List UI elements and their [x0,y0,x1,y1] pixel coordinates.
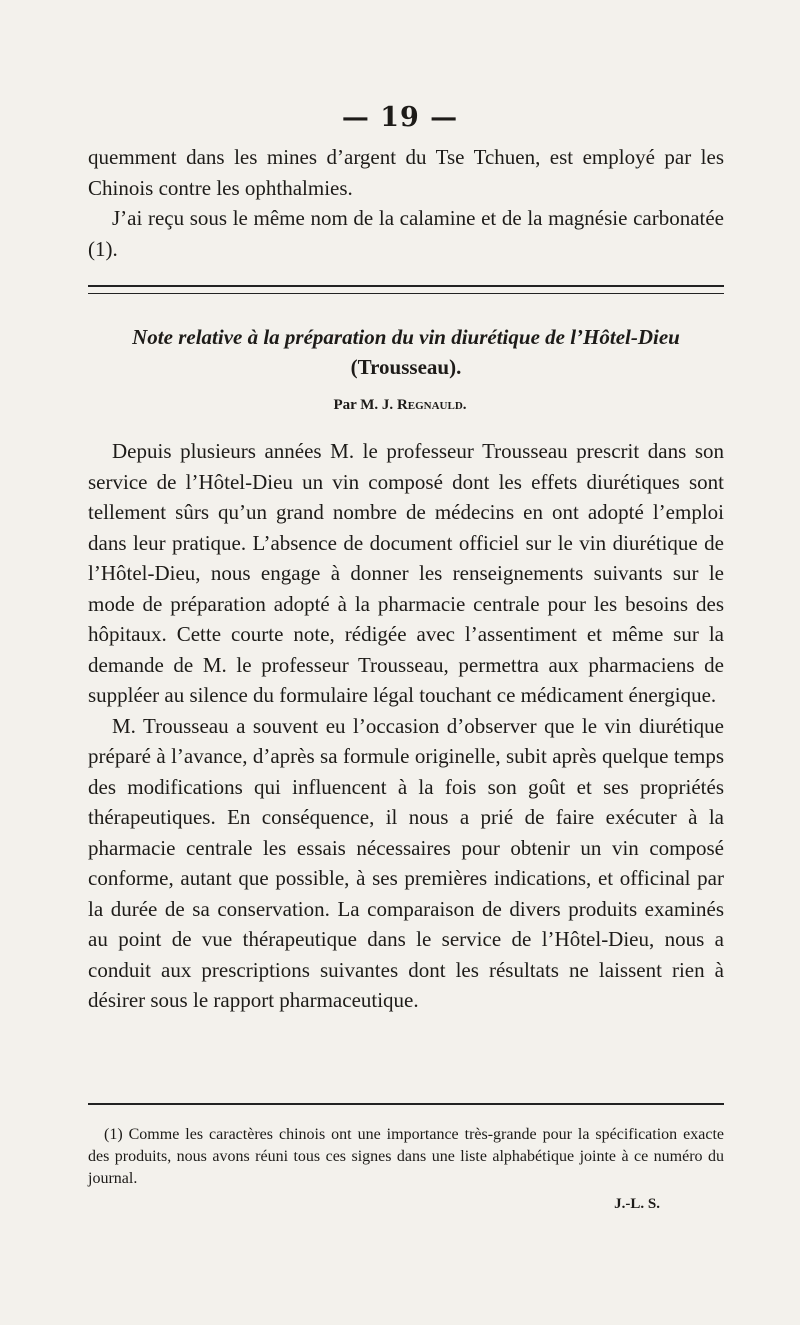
footnote-text: (1) Comme les caractères chinois ont une importance très-grande pour la spécification exacte des produits, nous avons réuni tous ces signes dans une liste alphabétique jointe à ce numéro du journal. [88,1126,724,1187]
body-paragraph-1: Depuis plusieurs années M. le professeur Trousseau prescrit dans son service de l’Hôtel-Dieu un vin composé dont les effets diurétiques sont tellement sûrs qu’un grand nombre de médecins en ont adopté l’emploi dans leur pratique. L’absence de document officiel sur le vin diurétique de l’Hôtel-Dieu, nous engage à donner les renseignements suivants sur le mode de préparation adopté à la pharmacie centrale pour les besoins des hôpitaux. Cette courte note, rédigée avec l’assentiment et même sur la demande de M. le professeur Trousseau, permettra aux pharmaciens de suppléer au silence du formulaire légal touchant ce médicament énergique. [88,439,724,707]
continued-paragraph-2: J’ai reçu sous le même nom de la calamine et de la magnésie carbonatée (1). [88,206,724,261]
article-body [88,436,724,1016]
article-title-sub: (Trousseau). [350,355,462,379]
author-name: Regnauld. [396,397,467,413]
footnote [88,1124,724,1190]
body-paragraph-2: M. Trousseau a souvent eu l’occasion d’observer que le vin diurétique préparé à l’avance, d’après sa formule originelle, subit après quelque temps des modifications qui influencent à la fois son goût et ses propriétés thérapeutiques. En conséquence, il nous a prié de faire exécuter à la pharmacie centrale les essais nécessaires pour obtenir un vin composé conforme, autant que possible, à ses premières indications, et officinal par la durée de sa conservation. La comparaison de divers produits examinés au point de vue thérapeutique dans le service de l’Hôtel-Dieu, nous a conduit aux prescriptions suivantes dont les résultats ne laissent rien à désirer sous le rapport pharmaceutique. [88,713,724,1012]
section-divider [88,285,724,294]
article-title-main: Note relative à la préparation du vin diurétique de l’Hôtel-Dieu [132,325,680,349]
footnote-signature: J.-L. S. [614,1196,660,1212]
page-number: — 19 — [341,102,459,133]
article-title [88,322,724,382]
article-author [0,397,800,414]
author-prefix: Par M. J. [333,397,394,413]
continued-text [88,142,724,264]
footnote-divider [88,1103,724,1105]
continued-paragraph: quemment dans les mines d’argent du Tse Tchuen, est employé par les Chinois contre les ophthalmies. [88,145,724,200]
